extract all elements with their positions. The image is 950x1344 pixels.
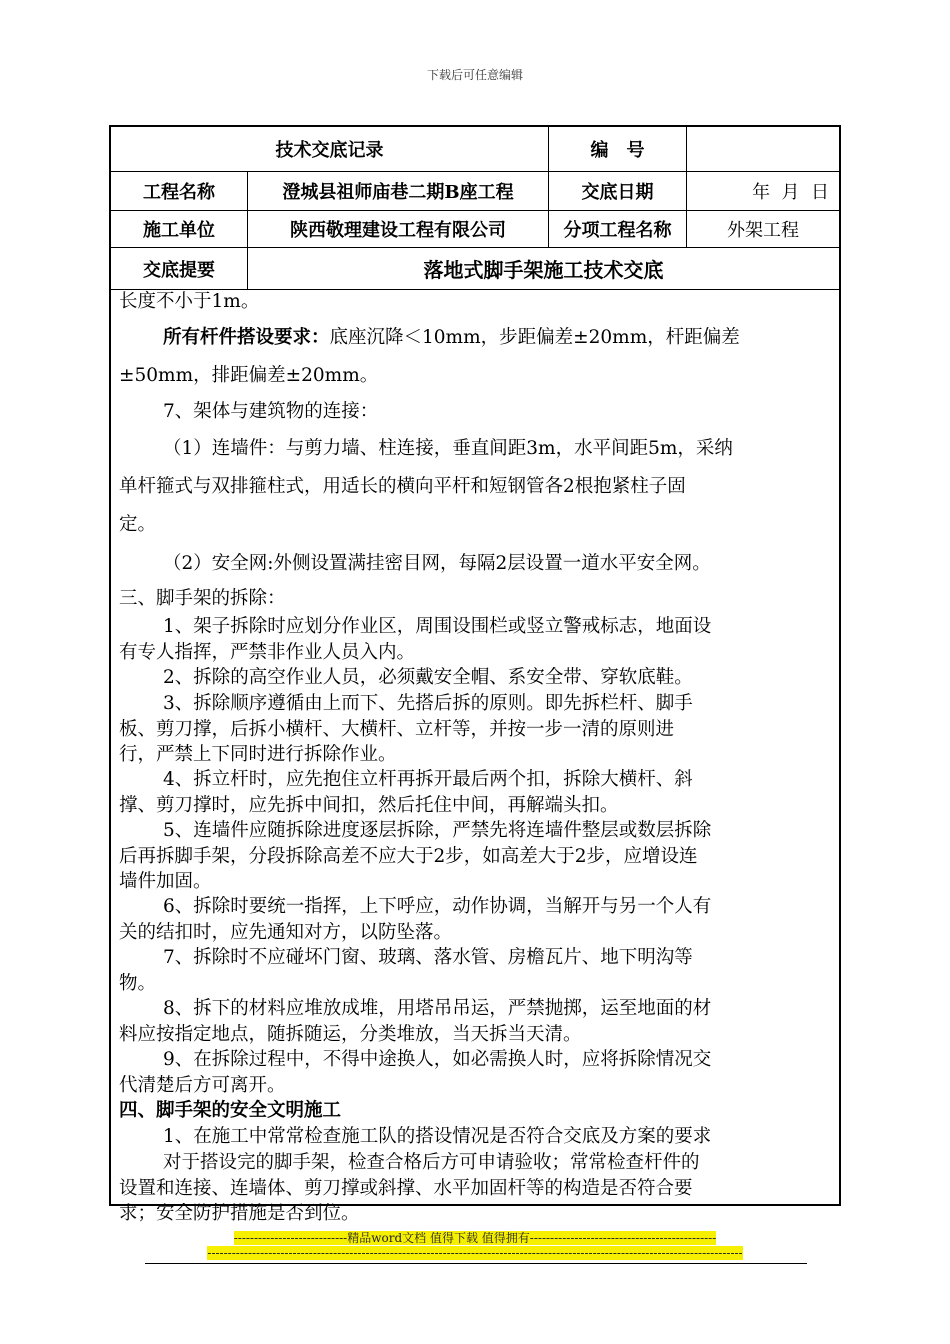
table-row-project: [111, 172, 839, 211]
body-line: 行，严禁上下同时进行拆除作业。: [119, 744, 397, 765]
footer-dashes: [0, 1246, 950, 1260]
construction-unit-label: 施工单位: [143, 220, 215, 241]
footer-divider: [145, 1263, 807, 1264]
number-label: 编 号: [548, 127, 686, 171]
body-line: 有专人指挥，严禁非作业人员入内。: [119, 642, 416, 663]
footer-watermark: [0, 1229, 950, 1246]
requirements-text: 底座沉降＜10mm，步距偏差±20mm，杆距偏差: [329, 327, 740, 348]
footer-text: ----------------------------精品word文档 值得下载 值得拥有----------------------------------------------: [233, 1231, 717, 1245]
body-line: 代清楚后方可离开。: [119, 1075, 286, 1096]
body-line: 板、剪刀撑，后拆小横杆、大横杆、立杆等，并按一步一清的原则进: [119, 719, 675, 740]
body-line: 物。: [119, 973, 157, 994]
summary-label: 交底提要: [143, 259, 215, 281]
body-line: 8、拆下的材料应堆放成堆，用塔吊吊运，严禁抛掷，运至地面的材: [163, 998, 712, 1019]
body-line: 定。: [119, 514, 157, 535]
body-line: 墙件加固。: [119, 871, 212, 892]
body-line: 7、架体与建筑物的连接：: [163, 401, 379, 422]
sub-project-label: 分项工程名称: [548, 211, 686, 247]
record-title: 技术交底记录: [275, 140, 384, 161]
body-line: 后再拆脚手架，分段拆除高差不应大于2步，如高差大于2步，应增设连: [119, 846, 698, 867]
body-line: 撑、剪刀撑时，应先拆中间扣，然后托住中间，再解端头扣。: [119, 795, 619, 816]
summary-value: 落地式脚手架施工技术交底: [247, 248, 839, 289]
body-line: 料应按指定地点，随拆随运，分类堆放，当天拆当天清。: [119, 1024, 582, 1045]
number-value: [686, 127, 839, 171]
body-line: 对于搭设完的脚手架，检查合格后方可申请验收；常常检查杆件的: [163, 1152, 700, 1173]
body-line: 1、架子拆除时应划分作业区，周围设围栏或竖立警戒标志，地面设: [163, 616, 712, 637]
sub-project-value: 外架工程: [686, 211, 839, 247]
section-heading: 四、脚手架的安全文明施工: [119, 1100, 342, 1121]
table-row-summary: [111, 248, 839, 290]
body-line: 9、在拆除过程中，不得中途换人，如必需换人时，应将拆除情况交: [163, 1049, 712, 1070]
body-line: （1）连墙件：与剪力墙、柱连接，垂直间距3m，水平间距5m，采纳: [163, 438, 733, 459]
disclosure-date-label: 交底日期: [548, 172, 686, 210]
project-name-value: 澄城县祖师庙巷二期B座工程: [247, 172, 548, 210]
body-line: ±50mm，排距偏差±20mm。: [119, 365, 379, 386]
disclosure-body: [119, 288, 833, 1226]
requirements-heading: 所有杆件搭设要求：: [163, 327, 330, 348]
body-line: [119, 318, 833, 358]
section-heading: 三、脚手架的拆除：: [119, 588, 286, 609]
table-row-unit: [111, 211, 839, 248]
body-line: 3、拆除顺序遵循由上而下、先搭后拆的原则。即先拆栏杆、脚手: [163, 693, 693, 714]
body-line: 2、拆除的高空作业人员，必须戴安全帽、系安全带、穿软底鞋。: [163, 667, 693, 688]
body-line: 4、拆立杆时，应先抱住立杆再拆开最后两个扣，拆除大横杆、斜: [163, 769, 693, 790]
footer-dash-text: ------------------------------------------------------------------------------------------------------------------------------------: [207, 1246, 743, 1260]
body-line: 5、连墙件应随拆除进度逐层拆除，严禁先将连墙件整层或数层拆除: [163, 820, 712, 841]
table-row-title: [111, 127, 839, 172]
body-line: （2）安全网:外侧设置满挂密目网，每隔2层设置一道水平安全网。: [163, 553, 711, 574]
body-line: 单杆箍式与双排箍柱式，用适长的横向平杆和短钢管各2根抱紧柱子固: [119, 476, 686, 497]
body-line: 设置和连接、连墙体、剪刀撑或斜撑、水平加固杆等的构造是否符合要: [119, 1178, 693, 1199]
body-line: 求；安全防护措施是否到位。: [119, 1203, 360, 1224]
body-line: 6、拆除时要统一指挥，上下呼应，动作协调，当解开与另一个人有: [163, 896, 712, 917]
body-line: 7、拆除时不应碰坏门窗、玻璃、落水管、房檐瓦片、地下明沟等: [163, 947, 693, 968]
body-line: 长度不小于1m。: [119, 291, 260, 312]
disclosure-date-value: 年 月 日: [686, 172, 839, 210]
body-line: 1、在施工中常常检查施工队的搭设情况是否符合交底及方案的要求: [163, 1126, 712, 1147]
body-line: 关的结扣时，应先通知对方，以防坠落。: [119, 922, 453, 943]
construction-unit-value: 陕西敬理建设工程有限公司: [247, 211, 548, 247]
project-name-label: 工程名称: [143, 182, 215, 203]
header-note: 下载后可任意编辑: [426, 68, 523, 82]
